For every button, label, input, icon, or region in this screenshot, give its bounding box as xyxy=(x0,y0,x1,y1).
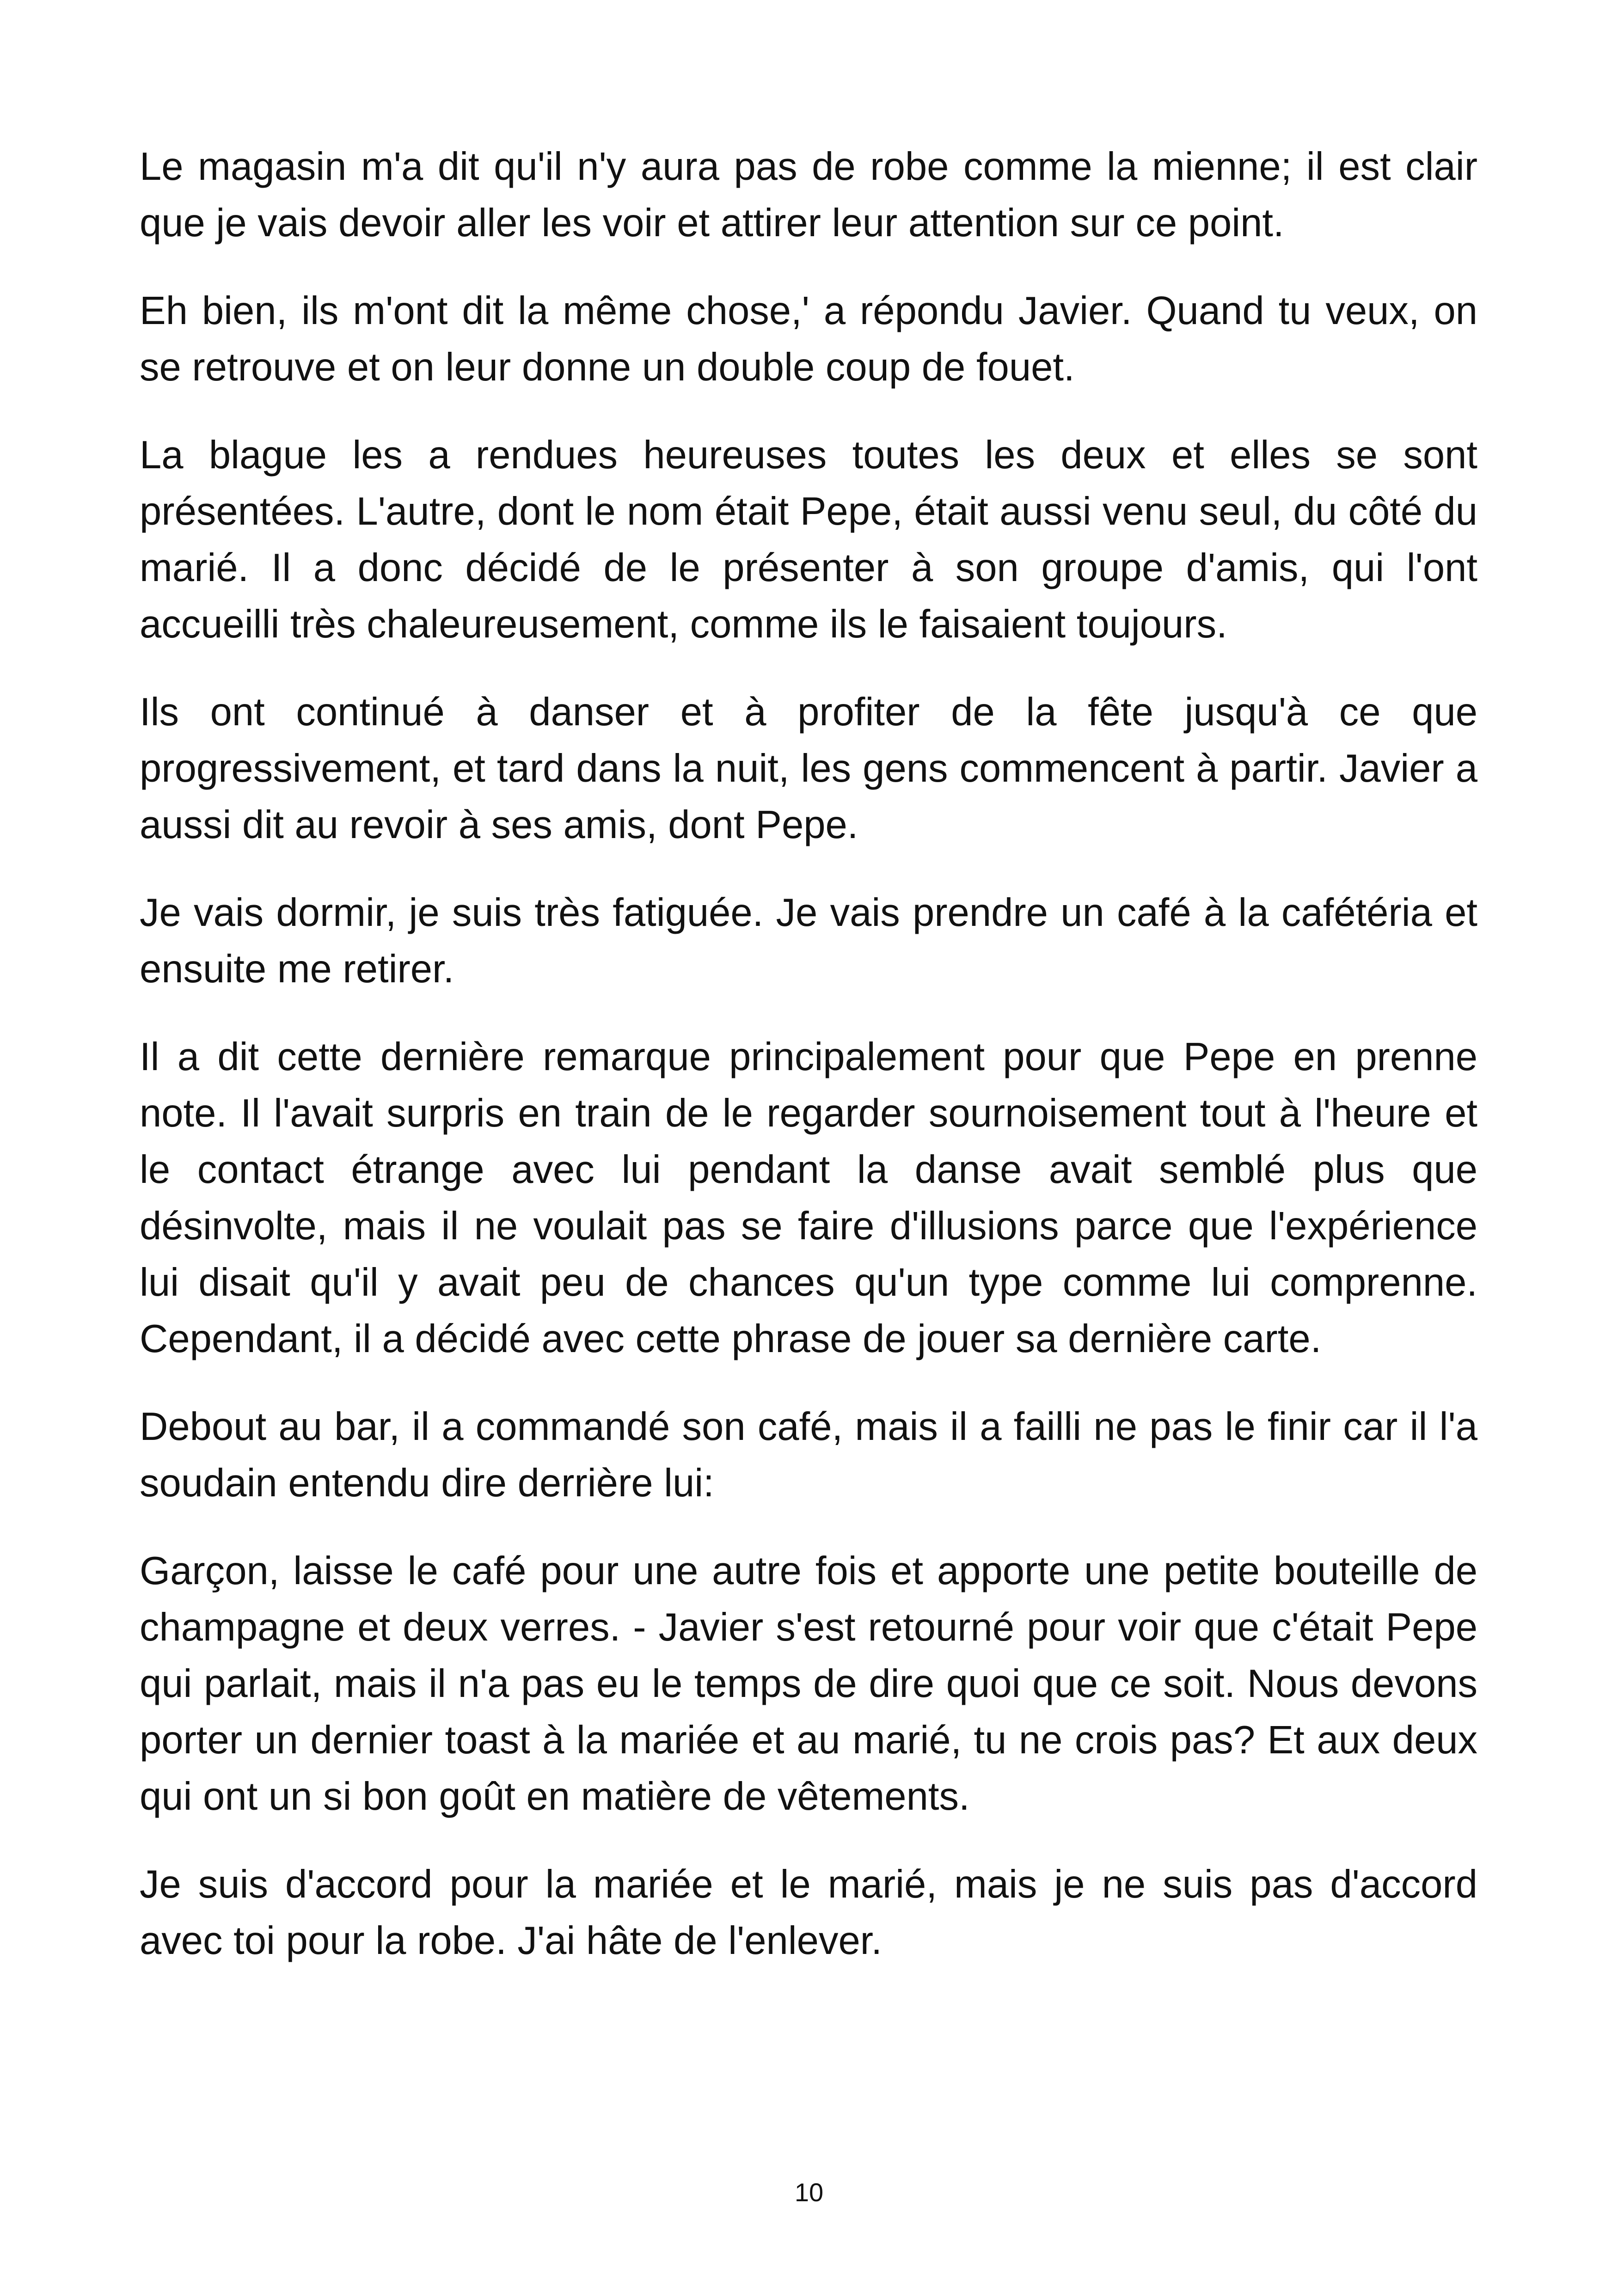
body-text xyxy=(140,139,1477,2001)
paragraph: Ils ont continué à danser et à profiter de la fête jusqu'à ce que progressivement, et tard dans la nuit, les gens commencent à partir. Javier a aussi dit au revoir à ses amis, dont Pepe. xyxy=(140,690,1477,847)
paragraph: Debout au bar, il a commandé son café, mais il a failli ne pas le finir car il l'a soudain entendu dire derrière lui: xyxy=(140,1405,1477,1505)
paragraph: Il a dit cette dernière remarque principalement pour que Pepe en prenne note. Il l'avait surpris en train de le regarder sournoisement tout à l'heure et le contact étrange avec lui pendant la danse avait semblé plus que désinvolte, mais il ne voulait pas se faire d'illusions parce que l'expérience lui disait qu'il y avait peu de chances qu'un type comme lui comprenne. Cependant, il a décidé avec cette phrase de jouer sa dernière carte. xyxy=(140,1035,1477,1361)
paragraph: La blague les a rendues heureuses toutes les deux et elles se sont présentées. L'autre, dont le nom était Pepe, était aussi venu seul, du côté du marié. Il a donc décidé de le présenter à son groupe d'amis, qui l'ont accueilli très chaleureusement, comme ils le faisaient toujours. xyxy=(140,433,1477,646)
paragraph: Je suis d'accord pour la mariée et le marié, mais je ne suis pas d'accord avec toi pour la robe. J'ai hâte de l'enlever. xyxy=(140,1862,1477,1963)
paragraph: Eh bien, ils m'ont dit la même chose,' a répondu Javier. Quand tu veux, on se retrouve et on leur donne un double coup de fouet. xyxy=(140,289,1477,389)
page-number: 10 xyxy=(794,2178,824,2207)
paragraph: Je vais dormir, je suis très fatiguée. Je vais prendre un café à la cafétéria et ensuite me retirer. xyxy=(140,891,1477,991)
paragraph: Le magasin m'a dit qu'il n'y aura pas de robe comme la mienne; il est clair que je vais devoir aller les voir et attirer leur attention sur ce point. xyxy=(140,145,1477,245)
paragraph: Garçon, laisse le café pour une autre fois et apporte une petite bouteille de champagne et deux verres. - Javier s'est retourné pour voir que c'était Pepe qui parlait, mais il n'a pas eu le temps de dire quoi que ce soit. Nous devons porter un dernier toast à la mariée et au marié, tu ne crois pas? Et aux deux qui ont un si bon goût en matière de vêtements. xyxy=(140,1549,1477,1818)
